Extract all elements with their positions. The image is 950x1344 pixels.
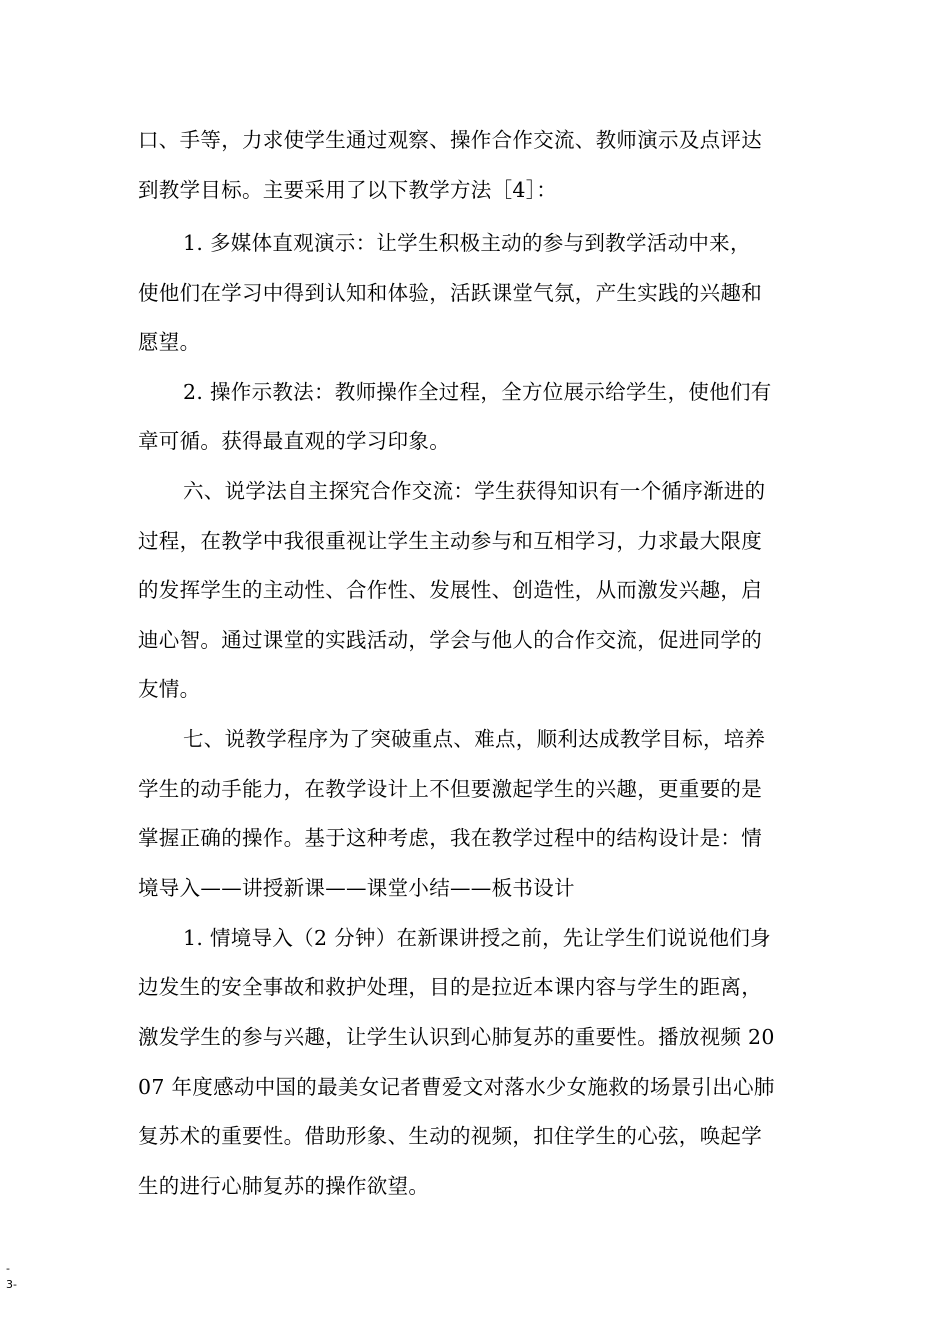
- paragraph-line: 掌握正确的操作。基于这种考虑，我在教学过程中的结构设计是：情: [138, 826, 762, 850]
- paragraph-line: 复苏术的重要性。借助形象、生动的视频，扣住学生的心弦，唤起学: [138, 1124, 762, 1148]
- paragraph-line: 激发学生的参与兴趣，让学生认识到心肺复苏的重要性。播放视频 20: [138, 1025, 775, 1049]
- paragraph-line: 生的进行心肺复苏的操作欲望。: [138, 1174, 430, 1198]
- paragraph-line: 迪心智。通过课堂的实践活动，学会与他人的合作交流，促进同学的: [138, 628, 762, 652]
- paragraph-line-continued: 口、手等，力求使学生通过观察、操作合作交流、教师演示及点评达: [138, 128, 762, 152]
- paragraph-line: 使他们在学习中得到认知和体验，活跃课堂气氛，产生实践的兴趣和: [138, 281, 762, 305]
- paragraph-line: 边发生的安全事故和救护处理，目的是拉近本课内容与学生的距离，: [138, 975, 762, 999]
- paragraph-line-method-1: 1. 多媒体直观演示：让学生积极主动的参与到教学活动中来，: [183, 231, 751, 255]
- paragraph-line-continued: 到教学目标。主要采用了以下教学方法［4］：: [138, 178, 558, 202]
- paragraph-line: 07 年度感动中国的最美女记者曹爱文对落水少女施救的场景引出心肺: [138, 1075, 775, 1099]
- page-number: 3-: [6, 1278, 17, 1291]
- paragraph-line-section-6: 六、说学法自主探究合作交流：学生获得知识有一个循序渐进的: [183, 479, 766, 503]
- paragraph-line: 的发挥学生的主动性、合作性、发展性、创造性，从而激发兴趣，启: [138, 578, 762, 602]
- paragraph-line-section-7: 七、说教学程序为了突破重点、难点，顺利达成教学目标，培养: [183, 727, 766, 751]
- paragraph-line: 境导入——讲授新课——课堂小结——板书设计: [138, 876, 575, 900]
- paragraph-line-method-2: 2. 操作示教法：教师操作全过程，全方位展示给学生，使他们有: [183, 380, 772, 404]
- paragraph-line: 过程，在教学中我很重视让学生主动参与和互相学习，力求最大限度: [138, 529, 762, 553]
- paragraph-line-step-1: 1. 情境导入（2 分钟）在新课讲授之前，先让学生们说说他们身: [183, 926, 771, 950]
- paragraph-line: 学生的动手能力，在教学设计上不但要激起学生的兴趣，更重要的是: [138, 777, 762, 801]
- paragraph-line: 友情。: [138, 677, 201, 701]
- paragraph-line: 章可循。获得最直观的学习印象。: [138, 429, 450, 453]
- paragraph-line: 愿望。: [138, 330, 201, 354]
- footer-dash: -: [6, 1262, 10, 1275]
